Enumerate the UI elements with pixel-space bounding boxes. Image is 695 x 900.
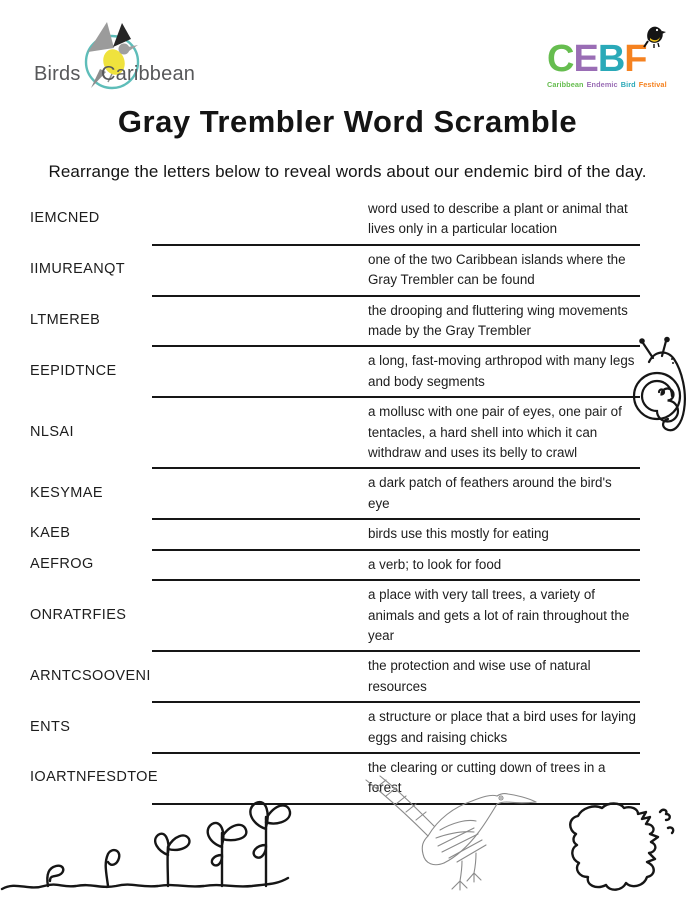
martinique-island-outline-icon [548, 800, 690, 897]
clue-text: a structure or place that a bird uses for laying eggs and raising chicks [368, 709, 636, 745]
clue-text: one of the two Caribbean islands where the Gray Trembler can be found [368, 251, 626, 288]
clue-text: the drooping and fluttering wing movements made by the Gray Trembler [368, 302, 628, 339]
scramble-row [30, 469, 640, 520]
scramble-row [30, 551, 640, 581]
answer-line [152, 754, 640, 805]
scramble-row [30, 652, 640, 703]
scrambled-word: NLSAI [30, 423, 74, 440]
cebf-logo [547, 24, 669, 89]
scramble-row [30, 703, 640, 754]
clue-text: word used to describe a plant or animal that lives only in a particular location [368, 201, 628, 237]
scrambled-word: IIMUREANQT [30, 261, 126, 278]
scrambled-word: IOARTNFESDTOE [30, 769, 158, 786]
clue-text: the protection and wise use of natural resources [368, 658, 591, 694]
cebf-subtitle-caribbean: Caribbean [547, 80, 584, 89]
answer-line [152, 520, 640, 550]
answer-line [152, 347, 640, 398]
cebf-subtitle [547, 80, 669, 89]
cebf-letters [547, 24, 669, 78]
scramble-row [30, 246, 640, 297]
answer-line [152, 398, 640, 469]
clue-text: a verb; to look for food [368, 556, 502, 572]
scrambled-word: AEFROG [30, 555, 94, 572]
answer-line [152, 551, 640, 581]
cebf-subtitle-festival: Festival [638, 80, 667, 89]
birdscaribbean-logo [28, 16, 196, 96]
scrambled-word: ENTS [30, 718, 71, 735]
answer-line [152, 652, 640, 703]
cebf-letter-e: E [573, 38, 598, 80]
scramble-row [30, 297, 640, 348]
cebf-perched-bird-icon [643, 22, 667, 48]
cebf-letter-c: C [547, 38, 574, 80]
cebf-subtitle-endemic: Endemic [586, 80, 618, 89]
answer-line [152, 581, 640, 652]
clue-text: a place with very tall trees, a variety of animals and gets a lot of rain throughout the year [368, 587, 630, 643]
clue-text: birds use this mostly for eating [368, 526, 549, 542]
instruction-text: Rearrange the letters below to reveal words about our endemic bird of the day. [48, 162, 647, 181]
birdscaribbean-logo-text-caribbean: Caribbean [101, 63, 196, 85]
answer-line [152, 703, 640, 754]
scrambled-word: LTMEREB [30, 312, 101, 329]
scrambled-word: IEMCNED [30, 210, 100, 227]
answer-line [152, 246, 640, 297]
scramble-list [30, 195, 640, 805]
clue-text: a long, fast-moving arthropod with many legs and body segments [368, 353, 635, 389]
scramble-row [30, 398, 640, 469]
scrambled-word: ONRATRFIES [30, 606, 127, 623]
answer-line [152, 195, 640, 246]
cebf-subtitle-bird: Bird [620, 80, 636, 89]
scramble-row [30, 581, 640, 652]
scrambled-word: KESYMAE [30, 484, 103, 501]
scramble-row [30, 195, 640, 246]
answer-line [152, 297, 640, 348]
scrambled-word: EEPIDTNCE [30, 362, 117, 379]
cebf-letter-b: B [597, 38, 625, 80]
cebf-letter-f: F [624, 38, 647, 80]
scramble-row [30, 520, 640, 550]
clue-text: a dark patch of feathers around the bird's eye [368, 475, 612, 511]
scrambled-word: ARNTCSOOVENI [30, 667, 151, 684]
birdscaribbean-logo-text-birds: Birds [34, 63, 81, 85]
scrambled-word: KAEB [30, 525, 71, 542]
clue-text: the clearing or cutting down of trees in a forest [368, 759, 606, 796]
answer-line [152, 469, 640, 520]
page-title: Gray Trembler Word Scramble [117, 104, 578, 139]
scramble-row [30, 347, 640, 398]
scramble-row [30, 754, 640, 805]
clue-text: a mollusc with one pair of eyes, one pair of tentacles, a hard shell into which it can withdraw and uses its belly to crawl [368, 404, 622, 461]
